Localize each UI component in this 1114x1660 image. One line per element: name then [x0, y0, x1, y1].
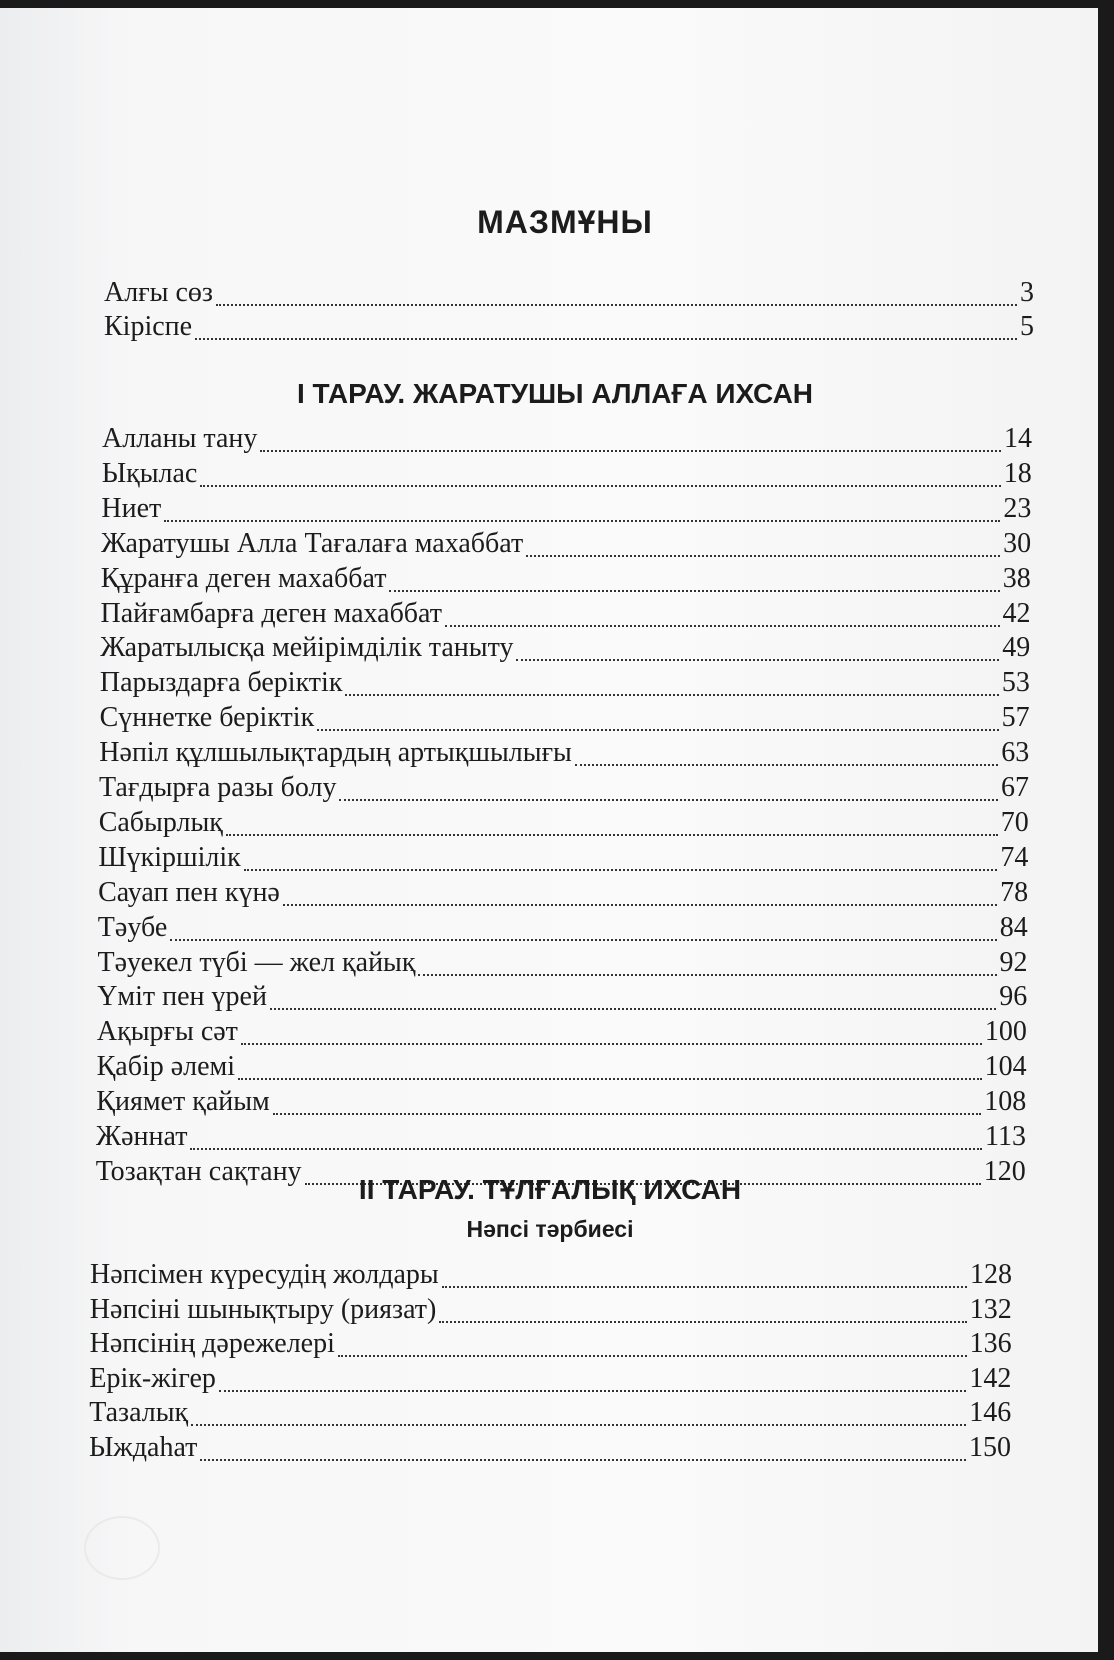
toc-entry-label: Тәубе	[97, 911, 168, 943]
toc-entry-label: Нәпсіні шынықтыру (риязат)	[89, 1293, 437, 1325]
toc-entry	[96, 1120, 1026, 1154]
toc-entry	[99, 806, 1029, 840]
dot-leader	[418, 974, 996, 976]
toc-entry	[101, 527, 1031, 561]
toc-entry-label: Жаратылысқа мейірімділік таныту	[100, 632, 514, 664]
library-stamp	[84, 1516, 160, 1580]
dot-leader	[244, 869, 998, 871]
toc-entry	[97, 1050, 1027, 1084]
chapter-heading: І ТАРАУ. ЖАРАТУШЫ АЛЛАҒА ИХСАН	[296, 378, 814, 409]
toc-entry-page: 67	[1001, 772, 1029, 803]
toc-entry-label: Сабырлық	[98, 806, 223, 838]
toc-entry-label: Кіріспе	[104, 311, 193, 342]
dot-leader	[283, 904, 997, 906]
toc-entry-label: Қабір әлемі	[96, 1051, 236, 1083]
dot-leader	[260, 450, 1001, 452]
dot-leader	[317, 729, 998, 731]
toc-entry-label: Тағдырға разы болу	[99, 772, 337, 803]
dot-leader	[219, 1390, 967, 1392]
toc-entry-page: 57	[1001, 702, 1030, 734]
dot-leader	[200, 485, 1000, 487]
dot-leader	[442, 1286, 967, 1288]
toc-entry	[102, 422, 1032, 456]
dot-leader	[345, 694, 998, 696]
toc-entry	[90, 1327, 1012, 1361]
dot-leader	[191, 1424, 966, 1426]
toc-entry	[100, 666, 1030, 700]
toc-entry-page: 53	[1001, 667, 1030, 699]
toc-entry-page: 18	[1003, 457, 1032, 489]
toc-entry-label: Жәннат	[96, 1121, 188, 1152]
toc-entry-page: 5	[1020, 311, 1034, 342]
dot-leader	[439, 1321, 966, 1323]
toc-entry-label: Тазалық	[89, 1397, 189, 1428]
toc-entry-label: Ақырғы сәт	[96, 1016, 238, 1048]
toc-entry-page: 96	[999, 981, 1028, 1013]
toc-entry	[104, 310, 1034, 344]
toc-entry-label: Тәуекел түбі — жел қайық	[97, 946, 416, 978]
toc-entry	[96, 1085, 1026, 1119]
book-page	[0, 8, 1098, 1652]
page-title: МАЗМҰНЫ	[477, 204, 653, 240]
toc-entry	[102, 457, 1032, 491]
dot-leader	[200, 1459, 966, 1461]
toc-entry	[100, 701, 1030, 735]
dot-leader	[195, 338, 1017, 340]
toc-entry-page: 108	[984, 1086, 1027, 1118]
dot-leader	[526, 555, 1000, 557]
toc-entry-label: Қиямет қайым	[96, 1086, 270, 1118]
toc-entry-label: Сүннетке беріктік	[99, 702, 315, 734]
toc-entry-label: Нәпсінің дәрежелері	[89, 1328, 335, 1359]
toc-entry-page: 74	[1000, 841, 1029, 873]
toc-entry-label: Алланы тану	[102, 423, 258, 454]
toc-entry-page: 128	[970, 1259, 1012, 1290]
toc-entry-page: 84	[999, 911, 1028, 943]
toc-entry-page: 132	[969, 1293, 1012, 1325]
toc-entry	[101, 597, 1031, 631]
dot-leader	[445, 625, 1000, 627]
dot-leader	[575, 764, 998, 766]
toc-entry	[98, 911, 1028, 945]
toc-entry	[104, 276, 1034, 310]
toc-entry-page: 100	[984, 1016, 1027, 1048]
toc-entry-page: 42	[1002, 597, 1031, 629]
toc-entry-label: Құранға деген махаббат	[100, 562, 387, 594]
toc-entry-label: Тозақтан сақтану	[95, 1155, 302, 1187]
toc-entry-label: Ерік-жігер	[89, 1362, 216, 1394]
toc-entry-label: Пайғамбарға деген махаббат	[100, 597, 442, 629]
toc-entry	[90, 1293, 1012, 1327]
dot-leader	[338, 1355, 967, 1357]
toc-entry-page: 38	[1002, 562, 1031, 594]
toc-entry	[98, 841, 1028, 875]
toc-entry-label: Нәпсімен күресудің жолдары	[90, 1259, 439, 1290]
toc-entry-page: 63	[1001, 737, 1030, 769]
dot-leader	[339, 799, 998, 801]
toc-entry	[100, 631, 1030, 665]
toc-entry-label: Нәпіл құлшылықтардың артықшылығы	[99, 737, 572, 769]
toc-entry-page: 14	[1004, 423, 1032, 454]
toc-entry	[97, 980, 1027, 1014]
toc-entry-page: 146	[969, 1397, 1012, 1428]
section-subheading: Нәпсі тәрбиесі	[466, 1216, 634, 1242]
toc-entry-page: 136	[969, 1328, 1012, 1359]
toc-entry	[99, 736, 1029, 770]
toc-entry	[89, 1396, 1011, 1430]
toc-entry-page: 120	[983, 1155, 1026, 1187]
dot-leader	[226, 834, 998, 836]
toc-entry	[90, 1258, 1012, 1292]
toc-entry	[99, 771, 1029, 805]
dot-leader	[170, 939, 997, 941]
dot-leader	[216, 304, 1017, 306]
dot-leader	[273, 1113, 982, 1115]
dot-leader	[270, 1008, 996, 1010]
toc-entry-label: Шүкіршілік	[98, 841, 241, 873]
toc-entry-label: Сауап пен күнә	[98, 876, 280, 908]
toc-entry	[89, 1362, 1011, 1396]
toc-entry-label: Ыждаһат	[89, 1431, 198, 1463]
toc-entry-label: Ықылас	[101, 457, 198, 489]
dot-leader	[516, 659, 999, 661]
toc-entry-page: 104	[984, 1051, 1027, 1083]
toc-entry-page: 3	[1020, 277, 1034, 308]
chapter-heading: ІІ ТАРАУ. ТҰЛҒАЛЫҚ ИХСАН	[358, 1174, 742, 1205]
toc-entry-label: Ниет	[101, 492, 162, 524]
dot-leader	[190, 1148, 982, 1150]
toc-entry-page: 49	[1002, 632, 1031, 664]
toc-entry	[101, 492, 1031, 526]
toc-entry-page: 92	[999, 946, 1028, 978]
toc-entry-page: 30	[1003, 527, 1032, 559]
toc-entry-page: 113	[985, 1121, 1026, 1152]
toc-entry-page: 142	[969, 1362, 1012, 1394]
toc-entry	[97, 1015, 1027, 1049]
toc-entry	[98, 946, 1028, 980]
toc-entry	[89, 1431, 1011, 1465]
dot-leader	[238, 1078, 982, 1080]
toc-entry-label: Жаратушы Алла Тағалаға махаббат	[101, 527, 524, 559]
toc-entry-label: Алғы сөз	[104, 277, 213, 308]
toc-entry-page: 70	[1000, 806, 1029, 838]
toc-entry-page: 78	[1000, 876, 1029, 908]
dot-leader	[241, 1043, 982, 1045]
toc-entry-label: Үміт пен үрей	[97, 981, 267, 1013]
toc-entry-page: 23	[1003, 492, 1032, 524]
toc-entry	[101, 562, 1031, 596]
dot-leader	[389, 590, 999, 592]
toc-entry-label: Парыздарға беріктік	[99, 667, 343, 699]
dot-leader	[164, 520, 1000, 522]
toc-entry	[98, 876, 1028, 910]
toc-entry-page: 150	[969, 1431, 1011, 1463]
